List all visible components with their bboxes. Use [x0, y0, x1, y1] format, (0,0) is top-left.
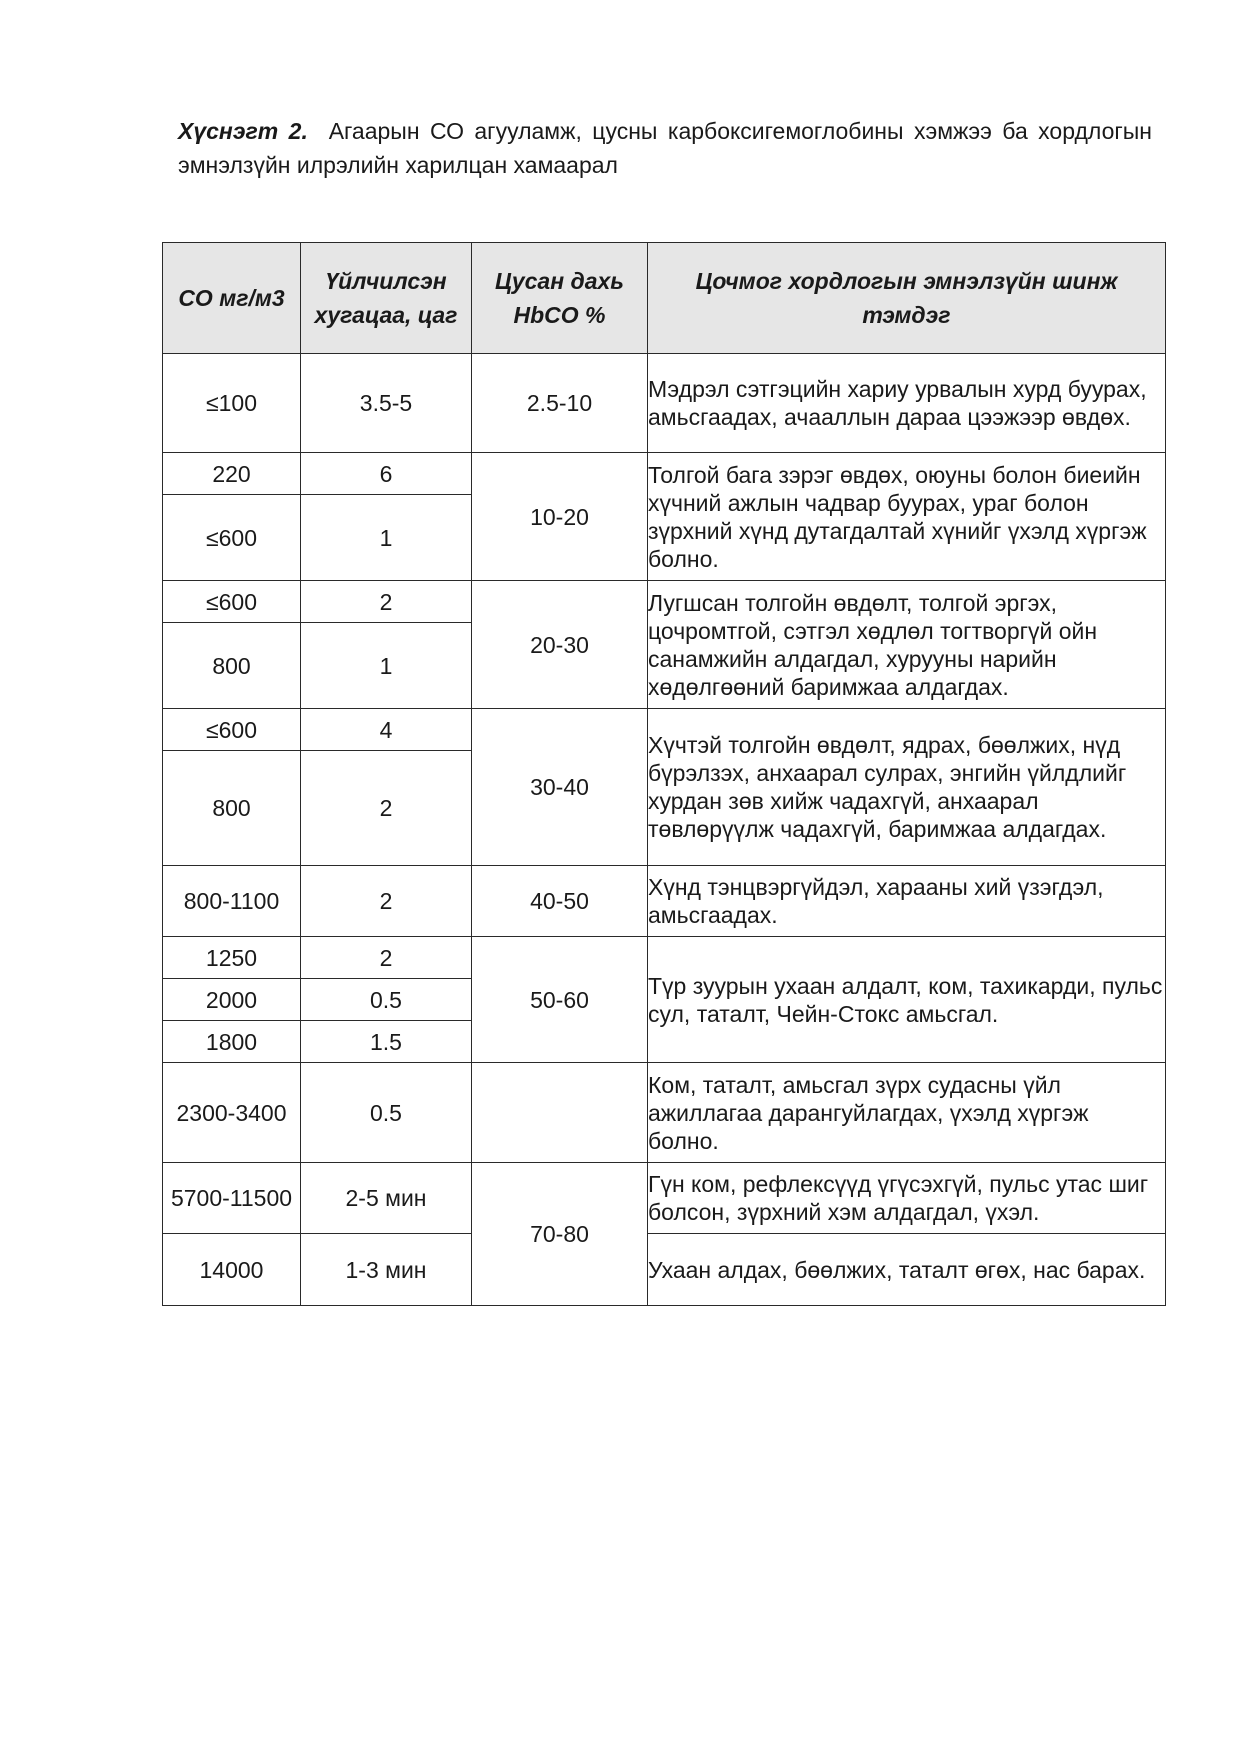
time-cell: 1: [301, 623, 472, 709]
hbco-cell: 20-30: [472, 581, 648, 709]
co-cell: 1800: [163, 1021, 301, 1063]
symptom-cell: Толгой бага зэрэг өвдөх, оюуны болон биеийн хүчний ажлын чадвар буурах, ураг болон зүрхний хүнд дутагдалтай хүнийг үхэлд хүргэж болно.: [648, 453, 1166, 581]
co-cell: ≤600: [163, 495, 301, 581]
time-cell: 1-3 мин: [301, 1234, 472, 1306]
co-cell: 800-1100: [163, 866, 301, 937]
time-cell: 1.5: [301, 1021, 472, 1063]
time-cell: 2: [301, 581, 472, 623]
table-row: [163, 354, 1166, 453]
table-row: [163, 937, 1166, 979]
table-row: [163, 1234, 1166, 1306]
co-cell: 1250: [163, 937, 301, 979]
time-cell: 2: [301, 937, 472, 979]
symptom-cell: Гүн ком, рефлексүүд үгүсэхгүй, пульс утас шиг болсон, зүрхний хэм алдагдал, үхэл.: [648, 1163, 1166, 1234]
symptom-cell: Түр зуурын ухаан алдалт, ком, тахикарди, пульс сул, таталт, Чейн-Стокс амьсгал.: [648, 937, 1166, 1063]
co-cell: ≤600: [163, 709, 301, 751]
co-cell: 2000: [163, 979, 301, 1021]
hbco-cell: 50-60: [472, 937, 648, 1063]
hbco-cell: 10-20: [472, 453, 648, 581]
co-cell: 5700-11500: [163, 1163, 301, 1234]
hbco-cell: [472, 1063, 648, 1163]
co-cell: ≤100: [163, 354, 301, 453]
co-cell: 14000: [163, 1234, 301, 1306]
symptom-cell: Лугшсан толгойн өвдөлт, толгой эргэх, цочромтгой, сэтгэл хөдлөл тогтворгүй ойн санамжийн алдагдал, хурууны нарийн хөдөлгөөний баримжаа алдагдах.: [648, 581, 1166, 709]
header-symptoms: Цочмог хордлогын эмнэлзүйн шинж тэмдэг: [648, 243, 1166, 354]
hbco-cell: 40-50: [472, 866, 648, 937]
header-row: [163, 243, 1166, 354]
co-cell: ≤600: [163, 581, 301, 623]
symptom-cell: Хүнд тэнцвэргүйдэл, харааны хий үзэгдэл, амьсгаадах.: [648, 866, 1166, 937]
hbco-cell: 30-40: [472, 709, 648, 866]
time-cell: 4: [301, 709, 472, 751]
symptom-cell: Ухаан алдах, бөөлжих, таталт өгөх, нас барах.: [648, 1234, 1166, 1306]
time-cell: 3.5-5: [301, 354, 472, 453]
caption-text: Агаарын СО агууламж, цусны карбоксигемоглобины хэмжээ ба хордлогын эмнэлзүйн илрэлийн харилцан хамаарал: [178, 118, 1152, 178]
time-cell: 0.5: [301, 979, 472, 1021]
time-cell: 2: [301, 751, 472, 866]
caption-label: Хүснэгт 2.: [178, 118, 308, 144]
header-exposure-time: Үйлчилсэн хугацаа, цаг: [301, 243, 472, 354]
time-cell: 6: [301, 453, 472, 495]
co-cell: 800: [163, 623, 301, 709]
time-cell: 2-5 мин: [301, 1163, 472, 1234]
co-poisoning-table: [162, 242, 1166, 1306]
header-hbco: Цусан дахь HbCO %: [472, 243, 648, 354]
table-caption: [178, 114, 1152, 182]
table-row: [163, 1163, 1166, 1234]
symptom-cell: Хүчтэй толгойн өвдөлт, ядрах, бөөлжих, нүд бүрэлзэх, анхаарал сулрах, энгийн үйлдлийг хурдан зөв хийж чадахгүй, анхаарал төвлөрүүлж чадахгүй, баримжаа алдагдах.: [648, 709, 1166, 866]
symptom-cell: Ком, таталт, амьсгал зүрх судасны үйл ажиллагаа дарангуйлагдах, үхэлд хүргэж болно.: [648, 1063, 1166, 1163]
co-cell: 800: [163, 751, 301, 866]
header-co: СО мг/м3: [163, 243, 301, 354]
time-cell: 2: [301, 866, 472, 937]
symptom-cell: Мэдрэл сэтгэцийн хариу урвалын хурд буурах, амьсгаадах, ачааллын дараа цээжээр өвдөх.: [648, 354, 1166, 453]
time-cell: 1: [301, 495, 472, 581]
table-row: [163, 1063, 1166, 1163]
co-cell: 220: [163, 453, 301, 495]
table-row: [163, 709, 1166, 751]
hbco-cell: 70-80: [472, 1163, 648, 1306]
co-cell: 2300-3400: [163, 1063, 301, 1163]
hbco-cell: 2.5-10: [472, 354, 648, 453]
time-cell: 0.5: [301, 1063, 472, 1163]
table-row: [163, 581, 1166, 623]
table-row: [163, 453, 1166, 495]
table-row: [163, 866, 1166, 937]
